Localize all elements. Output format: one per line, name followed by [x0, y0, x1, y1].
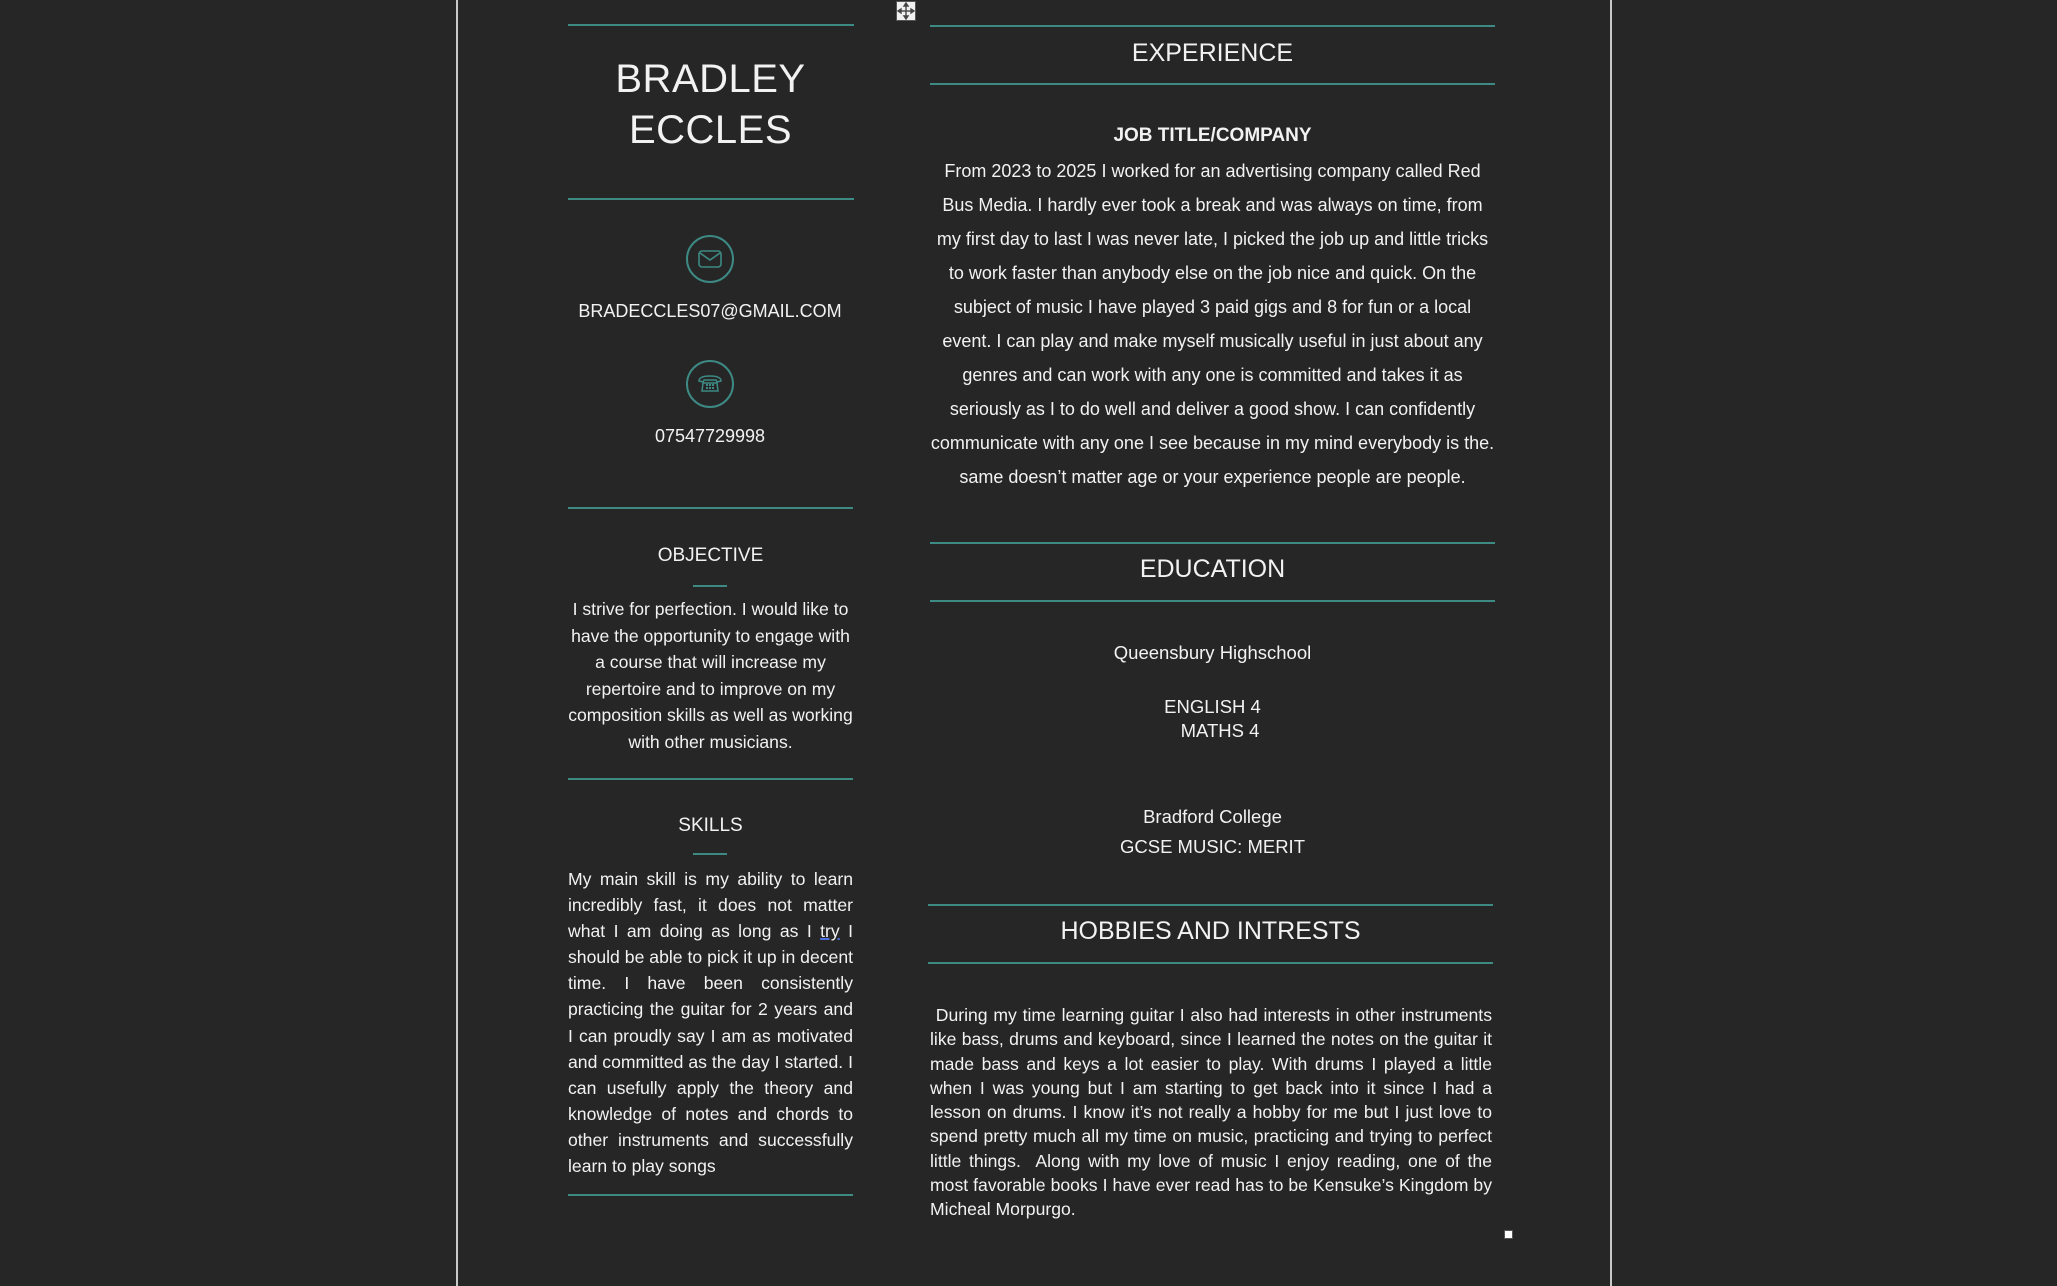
- telephone-icon: [686, 360, 734, 408]
- move-arrows-icon: [897, 2, 915, 20]
- experience-line: From 2023 to 2025 I worked for an advertising company called Red: [944, 161, 1481, 181]
- divider: [568, 778, 853, 780]
- grammar-flagged-word[interactable]: try: [820, 921, 840, 942]
- experience-heading: EXPERIENCE: [1131, 39, 1294, 67]
- experience-line: subject of music I have played 3 paid gigs and 8 for fun or a local: [953, 297, 1472, 317]
- job-title: JOB TITLE/COMPANY: [1113, 125, 1312, 146]
- envelope-icon: [686, 235, 734, 283]
- divider: [928, 904, 1493, 906]
- objective-heading: OBJECTIVE: [657, 545, 764, 566]
- grade-maths: MATHS 4: [1180, 720, 1260, 741]
- divider: [930, 83, 1495, 85]
- page-left-edge: [456, 0, 458, 1286]
- last-name: ECCLES: [628, 108, 793, 152]
- college-name: Bradford College: [1143, 806, 1282, 827]
- phone-number[interactable]: 07547729998: [654, 426, 766, 446]
- divider: [568, 1194, 853, 1196]
- divider: [568, 198, 854, 200]
- experience-line: to work faster than anybody else on the job nice and quick. On the: [948, 263, 1477, 283]
- divider: [930, 25, 1495, 27]
- divider: [568, 507, 853, 509]
- college-grade: GCSE MUSIC: MERIT: [1119, 836, 1305, 857]
- divider: [930, 600, 1495, 602]
- email-address[interactable]: BRADECCLES07@GMAIL.COM: [578, 301, 842, 321]
- hobbies-text: During my time learning guitar I also had interests in other instruments like bass, drums and keyboard, since I learned the notes on the guitar it made bass and keys a lot easier to play. With drums I played a little when I was young but I am starting to get back into it since I had a lesson on drums. I know it’s not really a hobby for me but I just love to spend pretty much all my time on music, practicing and trying to perfect little things. Along with my love of music I enjoy reading, one of the most favorable books I have ever read has to be Kensuke’s Kingdom by Micheal Morpurgo.: [930, 1005, 1497, 1220]
- divider: [928, 962, 1493, 964]
- experience-text: [930, 154, 1495, 494]
- table-resize-handle[interactable]: [1504, 1230, 1513, 1239]
- skills-text-part: My main skill is my ability to learn incredibly fast, it does not matter what I am doing as long as I: [568, 869, 853, 942]
- divider: [568, 24, 854, 26]
- hobbies-heading: HOBBIES AND INTRESTS: [1060, 917, 1361, 945]
- first-name: BRADLEY: [615, 57, 806, 101]
- skills-text: [568, 866, 853, 1179]
- heading-underline: [693, 585, 727, 587]
- experience-line: genres and can work with any one is committed and takes it as: [962, 365, 1463, 385]
- experience-line: seriously as I to do well and deliver a good show. I can confidently: [949, 399, 1476, 419]
- objective-text: I strive for perfection. I would like to have the opportunity to engage with a course that will increase my repertoire and to improve on my composition skills as well as working with other musicians.: [568, 599, 853, 752]
- name-heading: [568, 54, 853, 156]
- skills-text-part: I should be able to pick it up in decent time. I have been consistently practicing the guitar for 2 years and I can proudly say I am as motivated and committed as the day I started. I can usefully apply the theory and knowledge of notes and chords to other instruments and successfully learn to play songs: [568, 921, 853, 1177]
- experience-line: same doesn’t matter age or your experience people are people.: [959, 467, 1466, 487]
- experience-line: Bus Media. I hardly ever took a break and was always on time, from: [942, 195, 1483, 215]
- table-move-handle[interactable]: [896, 1, 916, 21]
- divider: [930, 542, 1495, 544]
- grade-english: ENGLISH 4: [1164, 696, 1261, 717]
- skills-heading: SKILLS: [678, 815, 743, 836]
- heading-underline: [693, 853, 727, 855]
- experience-line: my first day to last I was never late, I picked the job up and little tricks: [936, 229, 1489, 249]
- experience-line: event. I can play and make myself musically useful in just about any: [942, 331, 1483, 351]
- education-heading: EDUCATION: [1139, 555, 1286, 583]
- page-right-edge: [1610, 0, 1612, 1286]
- experience-line: communicate with any one I see because in my mind everybody is the.: [930, 433, 1495, 453]
- school-name: Queensbury Highschool: [1113, 642, 1312, 663]
